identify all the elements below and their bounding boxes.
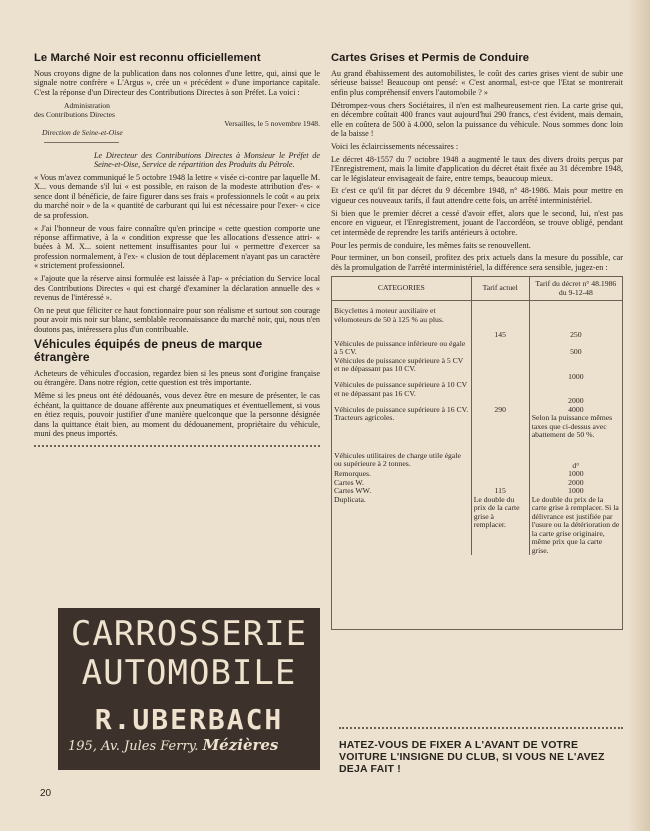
table-cell: 290: [471, 406, 529, 415]
table-cell: Tracteurs agricoles.: [334, 413, 395, 423]
letter-direction: Direction de Seine-et-Oise: [42, 127, 123, 137]
paragraph: Pour les permis de conduire, les mêmes faits se renouvellent.: [331, 240, 531, 250]
carrosserie-advertisement: [58, 608, 320, 770]
table-cell: Cartes W.: [334, 477, 364, 487]
ad-line-carrosserie: CARROSSERIE: [70, 614, 308, 654]
table-cell: Véhicules de puissance supérieure à 16 CV.: [334, 404, 469, 414]
letter-addressee: Le Directeur des Contributions Directes à Monsieur le Préfet de Seine-et-Oise, Service de répartition des Produits du Pétrole.: [94, 150, 320, 170]
table-row: [332, 496, 622, 556]
table-cell: [471, 357, 529, 382]
table-cell: Remorques.: [334, 469, 371, 479]
table-cell: 250: [529, 301, 622, 340]
letter-paragraph: « J'ai l'honneur de vous faire connaître qu'en principe « cette question comporte une réponse affirmative, à la « condition expresse que les allocations d'essence attri- « buées à M. X... soient nettement insuffisantes pour lui « permettre d'exercer sa profession normalement, à l'ex- « clusion de tout déplacement n'ayant pas un caractère « strictement professionnel.: [34, 223, 320, 271]
table-cell: 2000: [529, 381, 622, 406]
paragraph: On ne peut que féliciter ce haut fonctionnaire pour son réalisme et surtout son courage pour avoir mis noir sur blanc, semblable reconnaissance du marché noir, qui, nous n'en doutons pas, intéressera plus d'un contribuable.: [34, 305, 320, 334]
table-cell: [471, 381, 529, 406]
table-cell: [471, 440, 529, 471]
table-cell: Selon la puissance mêmes taxes que ci-dessus avec abattement de 50 %.: [529, 414, 622, 440]
paragraph: Le décret 48-1557 du 7 octobre 1948 a augmenté le taux des divers droits perçus par l'Enregistrement, mais la limite d'application du décret était fixée au 31 décembre 1948, car le législateur envisageait de faire, entre temps, beaucoup mieux.: [331, 154, 623, 183]
table-cell: [471, 470, 529, 479]
page-edge-shadow: [628, 0, 650, 831]
table-cell: Véhicules de puissance inférieure ou égale à 5 CV.: [334, 338, 466, 357]
paragraph: Détrompez-vous chers Sociétaires, il n'en est malheureusement rien. La carte grise qui, en décembre coûtait 400 francs vaut aujourd'hui 290 francs, c'est évident, mais demain, elle en coûtera de 500 à 4.000, selon la puissance du véhicule. Nous sommes donc loin de la baisse !: [331, 100, 623, 138]
table-cell: 2000: [529, 479, 622, 488]
table-header-row: [332, 277, 622, 301]
table-cell: 115: [471, 487, 529, 496]
tariff-table-box: [331, 276, 623, 630]
table-cell: Véhicules de puissance supérieure à 10 CV et ne dépassant pas 16 CV.: [334, 380, 468, 398]
table-row: [332, 381, 622, 406]
letter-header: Administration: [64, 100, 110, 110]
paragraph: Si bien que le premier décret a cessé d'avoir effet, alors que le second, lui, n'est pas encore en vigueur, et l'Enregistrement, jouant de l'accordéon, se trouve obligé, pendant cet intermède de reprendre les tarifs antérieurs à octobre.: [331, 208, 623, 237]
table-cell: Bicyclettes à moteur auxiliaire et vélomoteurs de 50 à 125 % au plus.: [334, 306, 444, 324]
table-cell: d°: [529, 440, 622, 471]
ad-line-company: R.UBERBACH: [94, 703, 284, 736]
paragraph: Acheteurs de véhicules d'occasion, regardez bien si les pneus sont d'origine française ou étrangère. Dans notre région, cette question est très importante.: [34, 369, 320, 388]
table-cell: 1000: [529, 357, 622, 382]
ad-city: Mézières: [202, 736, 279, 754]
table-row: [332, 340, 622, 357]
table-row: [332, 357, 622, 382]
paragraph: Voici les éclaircissements nécessaires :: [331, 141, 459, 151]
right-column: [331, 52, 623, 630]
paragraph: Et c'est ce qu'il fit par décret du 9 décembre 1948, n° 48-1986. Mais pour mettre en vigueur ces nouveaux tarifs, il faut attendre cette fois, un arrêté interministériel.: [331, 186, 623, 205]
table-row: [332, 414, 622, 440]
paragraph: Au grand ébahissement des automobilistes, le coût des cartes grises vient de subir une sérieuse baisse! Beaucoup ont pensé: « C'est anormal, est-ce que l'Etat se montrerait enfin plus compréhensif envers l'automobile ? »: [331, 69, 623, 97]
left-column: [34, 52, 320, 455]
table-cell: Le double du prix de la carte grise à remplacer.: [471, 496, 529, 556]
table-row: [332, 301, 622, 340]
table-cell: 145: [471, 301, 529, 340]
ad-address: [68, 736, 318, 754]
article-title-marche-noir: Le Marché Noir est reconnu officiellement: [34, 52, 261, 64]
table-cell: 1000: [529, 487, 622, 496]
table-header-categories: CATEGORIES: [332, 277, 471, 301]
tariff-table: [332, 277, 622, 555]
letter-paragraph: « J'ajoute que la réserve ainsi formulée est laissée à l'ap- « préciation du Service local des Contributions Directes « qui est chargé d'examiner la déclaration annuelle des « revenus de l'intéressé ».: [34, 274, 320, 302]
dotted-divider: [339, 727, 623, 729]
table-header-tarif-actuel: Tarif actuel: [471, 277, 529, 301]
article-title-cartes-grises: Cartes Grises et Permis de Conduire: [331, 52, 530, 64]
table-cell: Duplicata.: [334, 494, 366, 504]
ad-street: 195, Av. Jules Ferry.: [68, 739, 199, 754]
table-cell: 4000: [529, 406, 622, 415]
paragraph: Pour terminer, un bon conseil, profitez des prix actuels dans la mesure du possible, car dès la promulgation de l'arrêté interministériel, la différence sera sensible, jugez-en :: [331, 253, 623, 272]
article-title-pneus: Véhicules équipés de pneus de marque étrangère: [34, 337, 263, 365]
table-cell: [471, 414, 529, 440]
table-cell: Véhicules utilitaires de charge utile égale ou supérieure à 2 tonnes.: [334, 450, 461, 469]
divider: [44, 142, 119, 143]
page-number: 20: [40, 788, 52, 799]
table-cell: 500: [529, 340, 622, 357]
table-cell: Véhicules de puissance supérieure à 5 CV et ne dépassant pas 10 CV.: [334, 355, 464, 374]
table-header-tarif-decret: Tarif du décret n° 48.1986 du 9-12-48: [529, 277, 622, 301]
dotted-divider: [34, 445, 320, 447]
table-cell: 1000: [529, 470, 622, 479]
letter-date: Versailles, le 5 novembre 1948.: [224, 118, 320, 128]
table-cell: Le double du prix de la carte grise à remplacer. Si la délivrance est justifiée par l'usure ou la détérioration de la carte grise originaire, même prix que la carte grise.: [529, 496, 622, 556]
ad-line-automobile: AUTOMOBILE: [81, 653, 297, 693]
letter-paragraph: « Vous m'avez communiqué le 5 octobre 1948 la lettre « visée ci-contre par laquelle M. X... vous demande s'il lui « est possible, en raison de la modeste attribution d'es- « sence dont il bénéficie, de faire figurer dans ses frais « professionnels le coût « au prix du marché noir » de la « quantité de carburant qui lui est nécessaire pour l'exer- « cice de sa profession.: [34, 173, 320, 220]
table-cell: [471, 340, 529, 357]
letter-header: des Contributions Directes: [34, 109, 115, 119]
paragraph: Nous croyons digne de la publication dans nos colonnes d'une lettre, qui, ainsi que le signale notre confrère « L'Argus », crée un « précédent » d'une importance capitale. C'est la réponse d'un Directeur des Contributions Directes à son Préfet. La voici :: [34, 69, 320, 97]
paragraph: Même si les pneus ont été dédouanés, vous devez être en mesure de présenter, le cas échéant, la quittance de douane afférente aux pneumatiques et éventuellement, si vous en étiez requis, pouvoir justifier d'une manière quelconque que la personne désignée dans la quittance était bien, au moment du dédouanement, propriétaire du véhicule, muni des pneus importés.: [34, 391, 320, 438]
table-cell: Cartes WW.: [334, 486, 372, 496]
club-insignia-notice: HATEZ-VOUS DE FIXER A L'AVANT DE VOTRE VOITURE L'INSIGNE DU CLUB, SI VOUS NE L'AVEZ DEJA FAIT !: [339, 739, 605, 775]
table-row: [332, 440, 622, 471]
